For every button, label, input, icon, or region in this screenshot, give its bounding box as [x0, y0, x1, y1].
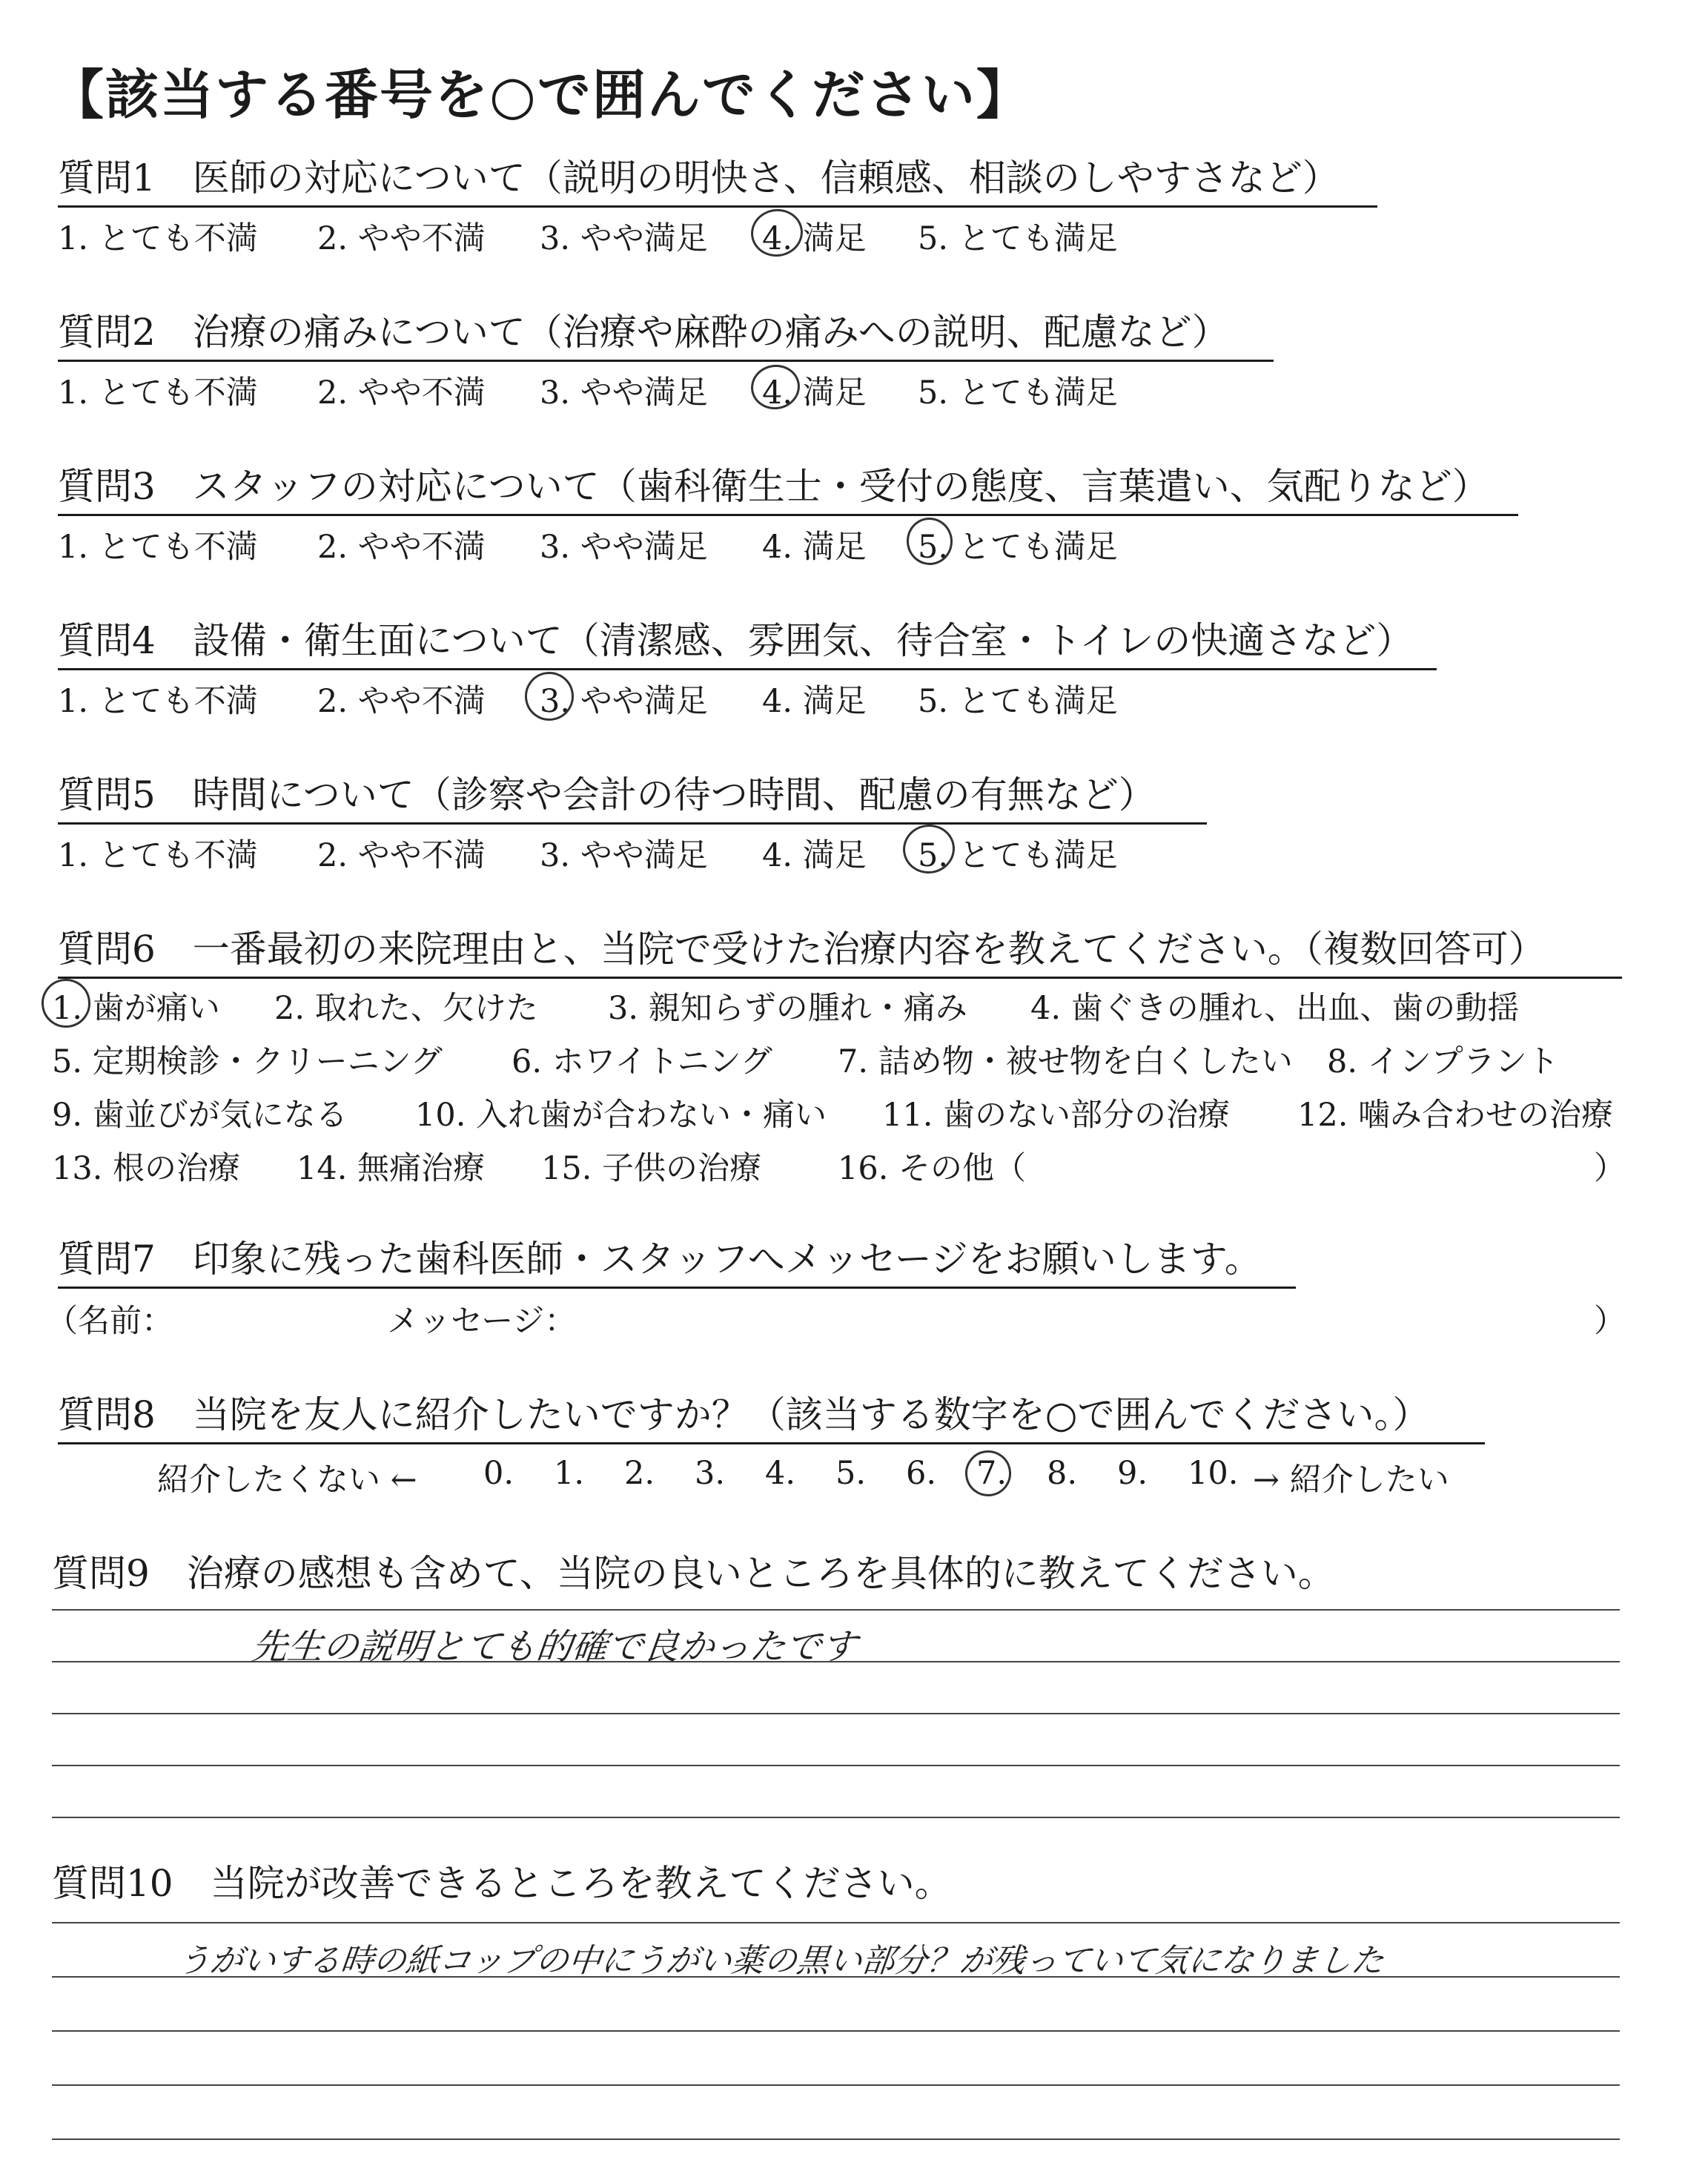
q8-option-4[interactable]: 4.: [765, 1455, 796, 1492]
q4-option-5[interactable]: 5. とても満足: [918, 683, 1118, 720]
q6-row-4: [52, 1143, 1626, 1187]
q6-option-15[interactable]: 15. 子供の治療: [541, 1150, 762, 1187]
question-1-options: [58, 214, 1170, 257]
q8-right-label: → 紹介したい: [1253, 1462, 1449, 1499]
q6-option-13[interactable]: 13. 根の治療: [52, 1150, 241, 1187]
q7-message-label: メッセージ：: [387, 1303, 577, 1340]
q8-option-8[interactable]: 8.: [1047, 1455, 1078, 1492]
q3-option-5[interactable]: 5. とても満足: [918, 529, 1118, 566]
q7-name-label: （名前：: [46, 1303, 173, 1340]
q5-option-3[interactable]: 3. やや満足: [540, 837, 708, 874]
question-5-options: [58, 830, 1170, 874]
q6-option-9[interactable]: 9. 歯並びが気になる: [52, 1097, 348, 1134]
q6-other-close-paren: ）: [1594, 1150, 1626, 1187]
q9-answer-line-3: [52, 1713, 1620, 1714]
q8-option-1[interactable]: 1.: [554, 1455, 585, 1492]
q5-option-1[interactable]: 1. とても不満: [58, 837, 258, 874]
q6-option-12[interactable]: 12. 噛み合わせの治療: [1297, 1097, 1614, 1134]
question-2-options: [58, 368, 1170, 412]
q10-answer-line-4: [52, 2084, 1620, 2086]
q1-option-5[interactable]: 5. とても満足: [918, 220, 1118, 257]
q6-option-3[interactable]: 3. 親知らずの腫れ・痛み: [608, 990, 967, 1027]
question-10-title: 質問10 当院が改善できるところを教えてください。: [52, 1862, 952, 1905]
q1-option-2[interactable]: 2. やや不満: [317, 220, 486, 257]
q8-option-5[interactable]: 5.: [835, 1455, 867, 1492]
question-3-options: [58, 522, 1170, 566]
q4-option-4[interactable]: 4. 満足: [762, 683, 867, 720]
q6-option-1[interactable]: 1. 歯が痛い: [52, 990, 220, 1027]
q6-option-2[interactable]: 2. 取れた、欠けた: [274, 990, 538, 1027]
question-7-title: 質問7 印象に残った歯科医師・スタッフへメッセージをお願いします。: [58, 1237, 1262, 1281]
q6-row-3: [52, 1090, 1623, 1134]
q7-answer-row: [46, 1296, 1626, 1340]
question-1-title: 質問1 医師の対応について（説明の明快さ、信頼感、相談のしやすさなど）: [58, 156, 1340, 200]
q4-option-1[interactable]: 1. とても不満: [58, 683, 258, 720]
q8-option-2[interactable]: 2.: [624, 1455, 655, 1492]
q8-option-6[interactable]: 6.: [906, 1455, 937, 1492]
q6-row-1: [52, 983, 1623, 1027]
q6-option-8[interactable]: 8. インプラント: [1327, 1043, 1559, 1080]
q10-answer-line-1: [52, 1922, 1620, 1923]
q6-option-10[interactable]: 10. 入れ歯が合わない・痛い: [415, 1097, 827, 1134]
q1-option-4[interactable]: 4. 満足: [762, 220, 867, 257]
q8-option-7[interactable]: 7.: [976, 1455, 1007, 1492]
q10-answer-line-5: [52, 2138, 1620, 2140]
q9-answer-line-1: [52, 1609, 1620, 1611]
q6-option-6[interactable]: 6. ホワイトニング: [512, 1043, 772, 1080]
q7-close-paren: ）: [1594, 1303, 1626, 1340]
q2-option-3[interactable]: 3. やや満足: [540, 374, 708, 412]
q1-option-1[interactable]: 1. とても不満: [58, 220, 258, 257]
form-header: 【該当する番号を○で囲んでください】: [50, 63, 1031, 126]
q1-option-3[interactable]: 3. やや満足: [540, 220, 708, 257]
q8-option-9[interactable]: 9.: [1117, 1455, 1148, 1492]
q5-option-2[interactable]: 2. やや不満: [317, 837, 486, 874]
question-4-title: 質問4 設備・衛生面について（清潔感、雰囲気、待合室・トイレの快適さなど）: [58, 618, 1413, 663]
question-8-title: 質問8 当院を友人に紹介したいですか？（該当する数字を○で囲んでください。）: [58, 1393, 1429, 1437]
q3-option-1[interactable]: 1. とても不満: [58, 529, 258, 566]
q6-option-4[interactable]: 4. 歯ぐきの腫れ、出血、歯の動揺: [1030, 990, 1520, 1027]
q6-option-11[interactable]: 11. 歯のない部分の治療: [882, 1097, 1231, 1134]
q8-scale-row: [157, 1455, 1492, 1499]
question-4-options: [58, 676, 1170, 720]
q2-option-4[interactable]: 4. 満足: [762, 374, 867, 412]
question-6-title: 質問6 一番最初の来院理由と、当院で受けた治療内容を教えてください。（複数回答可）: [58, 927, 1546, 971]
q4-option-3[interactable]: 3. やや満足: [540, 683, 708, 720]
q9-answer-line-5: [52, 1817, 1620, 1818]
q9-handwritten-answer[interactable]: 先生の説明とても的確で良かったです: [249, 1626, 859, 1668]
q6-row-2: [52, 1037, 1623, 1080]
q10-answer-line-3: [52, 2030, 1620, 2032]
q6-option-14[interactable]: 14. 無痛治療: [297, 1150, 486, 1187]
question-2-title: 質問2 治療の痛みについて（治療や麻酔の痛みへの説明、配慮など）: [58, 310, 1229, 354]
q2-option-5[interactable]: 5. とても満足: [918, 374, 1118, 412]
question-9-title: 質問9 治療の感想も含めて、当院の良いところを具体的に教えてください。: [52, 1552, 1335, 1595]
q8-option-10[interactable]: 10.: [1188, 1455, 1239, 1492]
q4-option-2[interactable]: 2. やや不満: [317, 683, 486, 720]
q3-option-2[interactable]: 2. やや不満: [317, 529, 486, 566]
q6-option-5[interactable]: 5. 定期検診・クリーニング: [52, 1043, 443, 1080]
q8-option-0[interactable]: 0.: [483, 1455, 514, 1492]
q6-option-7[interactable]: 7. 詰め物・被せ物を白くしたい: [838, 1043, 1293, 1080]
q6-option-16[interactable]: 16. その他（: [838, 1150, 1027, 1187]
question-3-title: 質問3 スタッフの対応について（歯科衛生士・受付の態度、言葉遣い、気配りなど）: [58, 464, 1489, 509]
q3-option-4[interactable]: 4. 満足: [762, 529, 867, 566]
q2-option-2[interactable]: 2. やや不満: [317, 374, 486, 412]
q10-handwritten-answer[interactable]: うがいする時の紙コップの中にうがい薬の黒い部分？が残っていて気になりました: [175, 1942, 1386, 1980]
q8-option-3[interactable]: 3.: [695, 1455, 726, 1492]
q2-option-1[interactable]: 1. とても不満: [58, 374, 258, 412]
q3-option-3[interactable]: 3. やや満足: [540, 529, 708, 566]
q9-answer-line-4: [52, 1765, 1620, 1766]
q8-left-label: 紹介したくない ←: [157, 1462, 417, 1499]
q5-option-4[interactable]: 4. 満足: [762, 837, 867, 874]
question-5-title: 質問5 時間について（診察や会計の待つ時間、配慮の有無など）: [58, 773, 1156, 817]
q5-option-5[interactable]: 5. とても満足: [918, 837, 1118, 874]
